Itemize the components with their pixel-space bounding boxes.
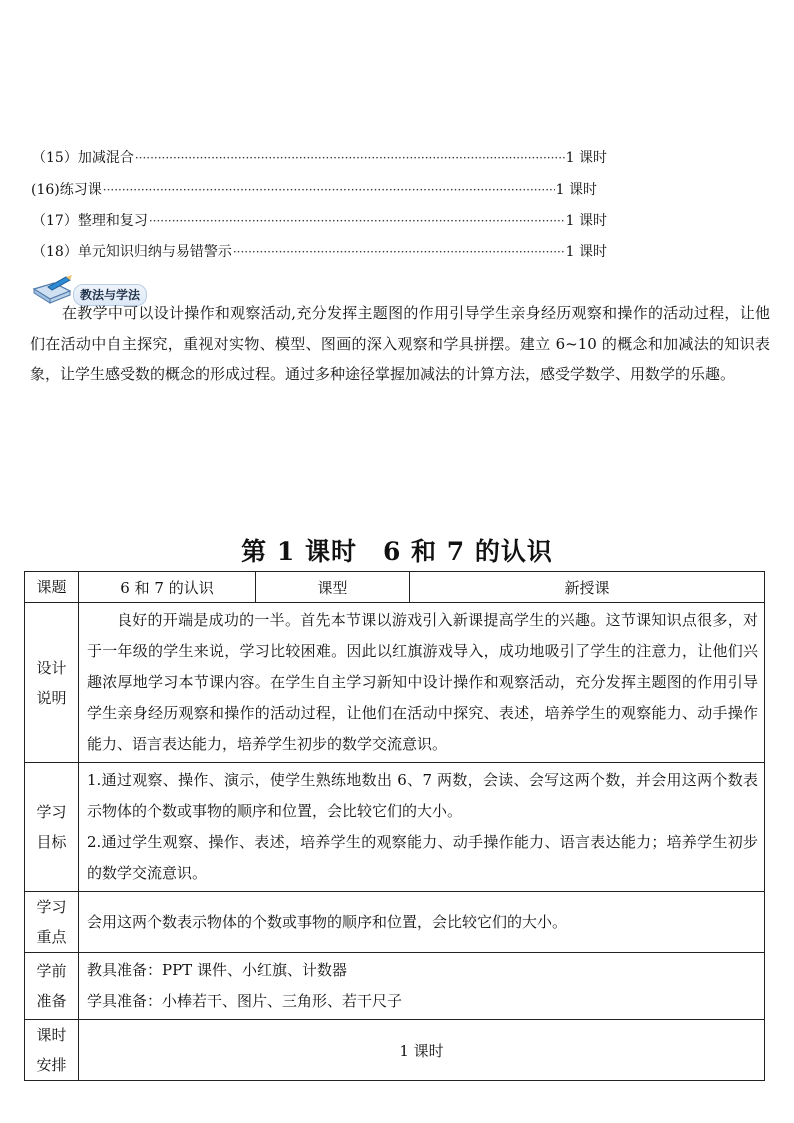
toc-row xyxy=(31,180,597,200)
prep-student: 学具准备：小棒若干、图片、三角形、若干尺子 xyxy=(87,992,403,1010)
table-row xyxy=(25,892,765,953)
goal-label-line: 目标 xyxy=(36,833,67,851)
toc-leader xyxy=(233,242,565,262)
prep-teacher: 教具准备：PPT 课件、小红旗、计数器 xyxy=(87,961,347,979)
section-paragraph: 在教学中可以设计操作和观察活动,充分发挥主题图的作用引导学生亲身经历观察和操作的活动过程，让他们在活动中自主探究，重视对实物、模型、图画的深入观察和学具拼摆。建立 6~10 的概念和加减法的知识表象，让学生感受数的概念的形成过程。通过多种途径掌握加减法的计算方法，感受学数学、用数学的乐趣。 xyxy=(30,304,770,383)
design-text: 良好的开端是成功的一半。首先本节课以游戏引入新课提高学生的兴趣。这节课知识点很多，对于一年级的学生来说，学习比较困难。因此以红旗游戏导入，成功地吸引了学生的注意力，让他们兴趣浓厚地学习本节课内容。在学生自主学习新知中设计操作和观察活动，充分发挥主题图的作用引导学生亲身经历观察和操作的活动过程，让他们在活动中探究、表述，培养学生的观察能力、动手操作能力、语言表达能力，培养学生初步的数学交流意识。 xyxy=(79,603,765,763)
table-row xyxy=(25,603,765,763)
focus-label-line: 重点 xyxy=(36,928,67,946)
type-value: 新授课 xyxy=(410,572,765,603)
table-row xyxy=(25,1020,765,1081)
design-label xyxy=(25,603,79,763)
focus-label-line: 学习 xyxy=(36,898,67,916)
goal-cell xyxy=(79,763,765,892)
toc-label: （15）加减混合 xyxy=(32,150,134,166)
lesson-title: 第 1 课时 6 和 7 的认识 xyxy=(241,537,553,566)
lesson-plan-table xyxy=(24,571,765,1081)
goal-label xyxy=(25,763,79,892)
toc-label: （18）单元知识归纳与易错警示 xyxy=(32,244,232,260)
topic-label: 课题 xyxy=(25,572,79,603)
time-label-line: 安排 xyxy=(36,1056,67,1074)
toc-hours: 1 课时 xyxy=(565,213,607,229)
prep-label-line: 学前 xyxy=(36,962,67,980)
focus-label xyxy=(25,892,79,953)
prep-label xyxy=(25,953,79,1020)
goal-item: 1.通过观察、操作、演示，使学生熟练地数出 6、7 两数，会读、会写这两个数，并会用这两个数表示物体的个数或事物的顺序和位置，会比较它们的大小。 xyxy=(87,771,758,820)
design-label-line: 设计 xyxy=(36,658,67,677)
topic-value: 6 和 7 的认识 xyxy=(79,572,256,603)
toc-row xyxy=(32,242,607,262)
focus-text: 会用这两个数表示物体的个数或事物的顺序和位置，会比较它们的大小。 xyxy=(79,892,765,953)
toc-leader xyxy=(103,180,555,200)
goal-label-line: 学习 xyxy=(36,803,67,821)
toc-hours: 1 课时 xyxy=(555,182,597,198)
toc-label: (16)练习课 xyxy=(31,182,102,198)
prep-cell xyxy=(79,953,765,1020)
time-value: 1 课时 xyxy=(79,1020,765,1081)
time-label-line: 课时 xyxy=(36,1026,67,1044)
type-label: 课型 xyxy=(256,572,410,603)
toc-hours: 1 课时 xyxy=(565,150,607,166)
table-row xyxy=(25,763,765,892)
toc-row xyxy=(32,148,607,168)
goal-item: 2.通过学生观察、操作、表述，培养学生的观察能力、动手操作能力、语言表达能力；培养学生初步的数学交流意识。 xyxy=(87,833,758,882)
toc-hours: 1 课时 xyxy=(565,244,607,260)
section-label: 教法与学法 xyxy=(73,284,147,306)
toc-leader xyxy=(149,211,565,231)
prep-label-line: 准备 xyxy=(36,992,67,1010)
toc-label: （17）整理和复习 xyxy=(32,213,148,229)
table-row xyxy=(25,953,765,1020)
table-row xyxy=(25,572,765,603)
toc-leader xyxy=(135,148,565,168)
time-label xyxy=(25,1020,79,1081)
design-label-line: 说明 xyxy=(36,688,67,707)
toc-row xyxy=(32,211,607,231)
